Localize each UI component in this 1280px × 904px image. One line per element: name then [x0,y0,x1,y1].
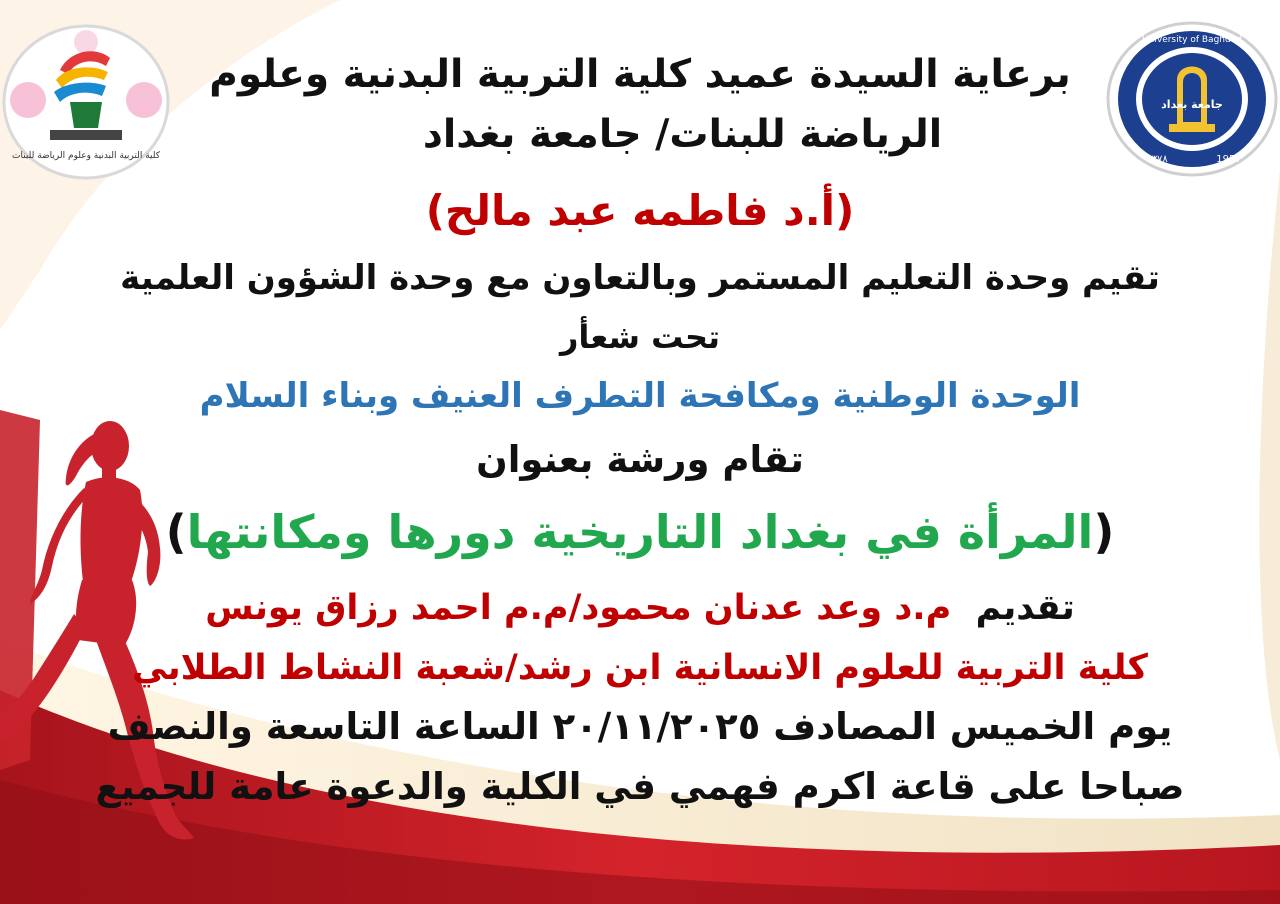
presenter-prefix: تقديم [975,588,1075,628]
seal-motto: جامعة بغداد [1161,98,1223,111]
workshop-title [0,505,1280,559]
sponsor-line-1: برعاية السيدة عميد كلية التربية البدنية وعلوم [209,52,1071,97]
presenter-names: م.د وعد عدنان محمود/م.م احمد رزاق يونس [205,588,952,628]
dean-name: (أ.د فاطمه عبد مالح) [425,186,855,235]
organizer-line: تقيم وحدة التعليم المستمر وبالتعاون مع وحدة الشؤون العلمية [120,258,1160,298]
presenters-line [0,588,1280,628]
affiliation-line: كلية التربية للعلوم الانسانية ابن رشد/شعبة النشاط الطلابي [132,648,1148,688]
workshop-title-text: المرأة في بغداد التاريخية دورها ومكانتها [186,505,1094,559]
venue-line: صباحا على قاعة اكرم فهمي في الكلية والدعوة عامة للجميع [95,765,1185,808]
slogan-text: الوحدة الوطنية ومكافحة التطرف العنيف وبناء السلام [199,376,1081,416]
sponsor-line-2: الرياضة للبنات/ جامعة بغداد [422,112,943,157]
seal-hijri-year: ١٣٧٨ [1146,154,1168,165]
seal-year: 1957 [1216,154,1242,165]
title-open-paren: ( [1093,505,1115,559]
workshop-intro: تقام ورشة بعنوان [476,438,804,481]
title-close-paren: ) [165,505,187,559]
under-slogan-label: تحت شعأر [559,318,721,356]
seal-arc-text: University of Baghdad [1142,35,1242,45]
college-logo-caption: كلية التربية البدنية وعلوم الرياضة للبنات [11,151,161,161]
date-line: يوم الخميس المصادف ٢٠/١١/٢٠٢٥ الساعة التاسعة والنصف [107,705,1173,748]
